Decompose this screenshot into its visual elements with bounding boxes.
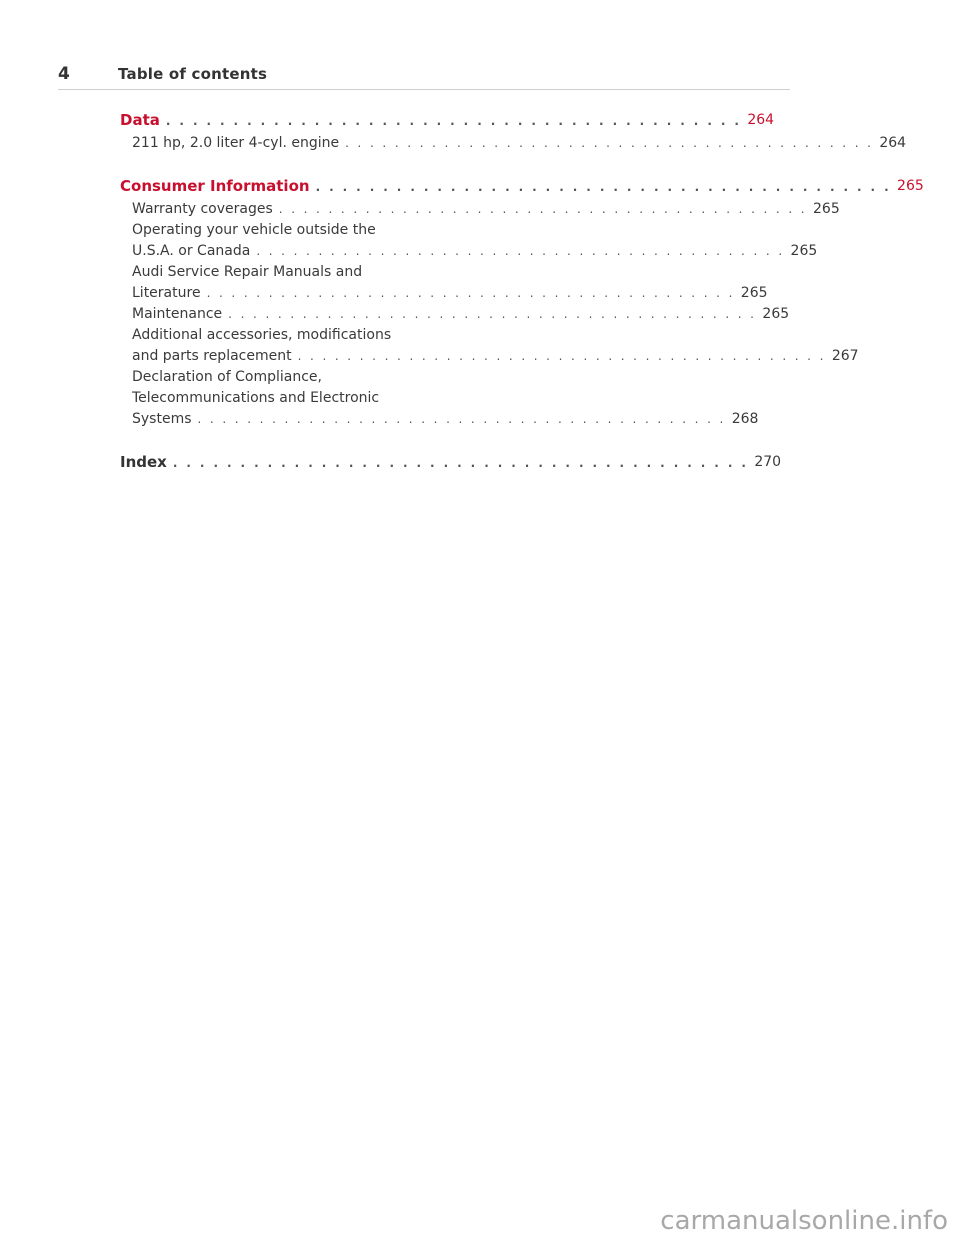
entry-label: Maintenance [132, 306, 223, 322]
page-ref: 267 [831, 348, 859, 364]
toc-entry[interactable] [120, 409, 759, 430]
page-ref: 270 [754, 454, 782, 470]
section-heading[interactable] [120, 450, 782, 474]
page-ref: 268 [731, 411, 759, 427]
toc-entry[interactable] [120, 283, 768, 304]
entry-line: Telecommunications and Electronic [132, 390, 380, 406]
entry-label: Data [120, 111, 160, 129]
entry-label: Warranty coverages [132, 201, 273, 217]
page-ref: 265 [790, 243, 818, 259]
page-number: 4 [58, 64, 70, 84]
toc-entry[interactable] [120, 241, 818, 262]
page-ref: 265 [740, 285, 768, 301]
dot-leader: . . . . . . . . . . . . . . . . . . . . . . . . . . . . . . . . . . . . . . . . . . . [228, 307, 757, 321]
toc-section [120, 450, 782, 474]
section-heading[interactable] [120, 108, 775, 132]
dot-leader: . . . . . . . . . . . . . . . . . . . . . . . . . . . . . . . . . . . . . . . . . . . [206, 286, 735, 300]
entry-line: Operating your vehicle outside the [132, 222, 376, 238]
entry-label: Literature [132, 285, 201, 301]
page-ref: 264 [879, 135, 907, 151]
dot-leader: . . . . . . . . . . . . . . . . . . . . . . . . . . . . . . . . . . . . . . . . . . . [256, 244, 785, 258]
table-of-contents [120, 108, 924, 494]
dot-leader: . . . . . . . . . . . . . . . . . . . . . . . . . . . . . . . . . . . . . . . . . . . [172, 456, 749, 470]
entry-line: Audi Service Repair Manuals and [132, 264, 363, 280]
entry-label: U.S.A. or Canada [132, 243, 251, 259]
entry-label: Systems [132, 411, 192, 427]
dot-leader: . . . . . . . . . . . . . . . . . . . . . . . . . . . . . . . . . . . . . . . . . . . [197, 412, 726, 426]
header-title: Table of contents [118, 65, 268, 83]
dot-leader: . . . . . . . . . . . . . . . . . . . . . . . . . . . . . . . . . . . . . . . . . . . [345, 136, 874, 150]
dot-leader: . . . . . . . . . . . . . . . . . . . . . . . . . . . . . . . . . . . . . . . . . . . [278, 202, 807, 216]
dot-leader: . . . . . . . . . . . . . . . . . . . . . . . . . . . . . . . . . . . . . . . . . . . [297, 349, 826, 363]
page-ref: 264 [747, 112, 775, 128]
toc-section [120, 108, 907, 154]
entry-line: Declaration of Compliance, [132, 369, 322, 385]
page-ref: 265 [762, 306, 790, 322]
page-ref: 265 [813, 201, 840, 217]
entry-label: Consumer Information [120, 177, 310, 195]
page-ref: 265 [897, 178, 924, 194]
entry-line: Additional accessories, modifications [132, 327, 392, 343]
watermark: carmanualsonline.info [660, 1206, 948, 1236]
page-header [58, 64, 790, 90]
dot-leader: . . . . . . . . . . . . . . . . . . . . . . . . . . . . . . . . . . . . . . . . . . . [315, 180, 892, 194]
toc-entry[interactable] [120, 133, 907, 154]
toc-entry[interactable] [120, 304, 790, 325]
dot-leader: . . . . . . . . . . . . . . . . . . . . . . . . . . . . . . . . . . . . . . . . . . . [165, 114, 742, 128]
entry-label: and parts replacement [132, 348, 292, 364]
entry-label: Index [120, 453, 167, 471]
toc-entry[interactable] [120, 199, 840, 220]
toc-entry[interactable] [120, 346, 859, 367]
entry-label: 211 hp, 2.0 liter 4-cyl. engine [132, 135, 340, 151]
section-heading[interactable] [120, 174, 924, 198]
toc-section [120, 174, 924, 430]
